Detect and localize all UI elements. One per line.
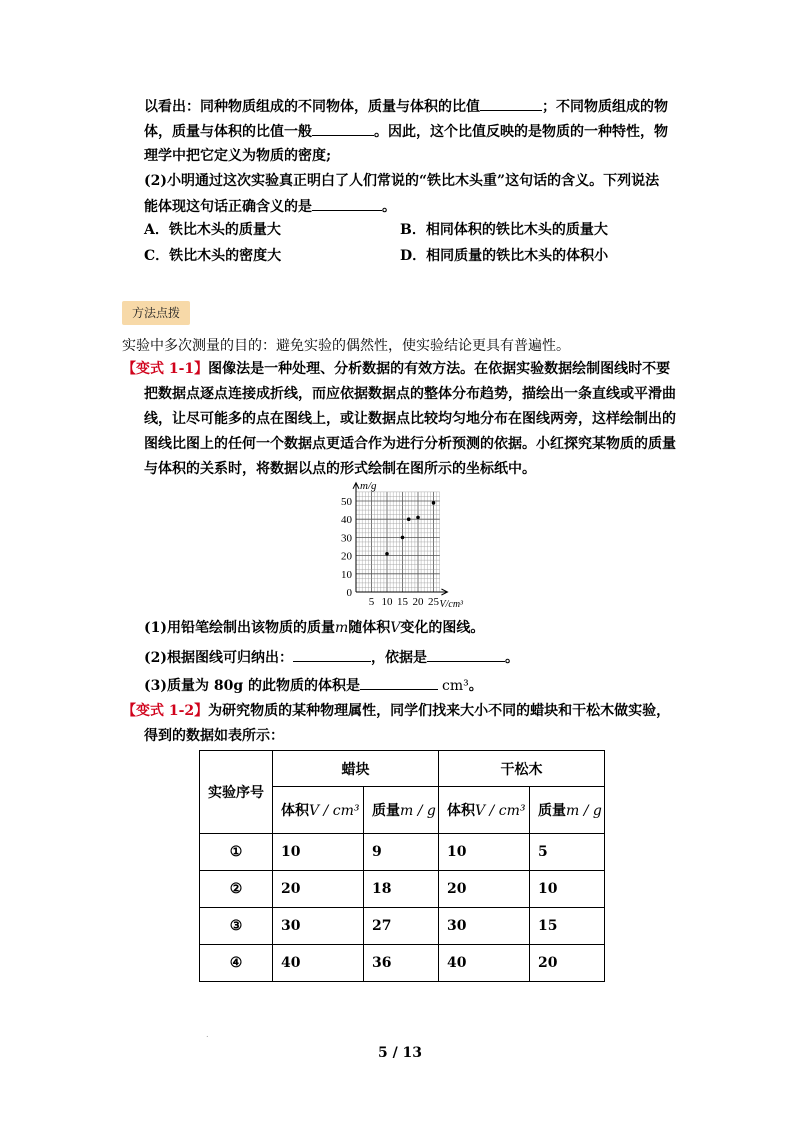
y-tick-label: 30: [341, 532, 352, 545]
header-mass: [530, 787, 605, 834]
table-cell: 36: [364, 945, 439, 982]
m-symbol: m: [335, 620, 349, 636]
y-tick-label: 20: [341, 550, 352, 563]
paragraph-line: [144, 121, 668, 142]
data-point: [401, 536, 405, 540]
paragraph-line: [144, 196, 396, 217]
mass-volume-chart: [330, 478, 490, 608]
question-2: [144, 647, 519, 668]
page-mark: .: [206, 1030, 209, 1039]
y-tick-label: 50: [341, 496, 352, 508]
table-cell: ①: [200, 834, 273, 871]
table-cell: 9: [364, 834, 439, 871]
text: 质量: [538, 803, 566, 819]
text: (2)根据图线可归纳出：: [144, 650, 293, 666]
data-table: [199, 750, 605, 982]
text: 。: [468, 678, 483, 694]
data-point: [407, 517, 411, 521]
variant-1-2-line: [122, 701, 670, 721]
table-cell: ③: [200, 908, 273, 945]
text: 。: [382, 199, 396, 215]
x-tick-label: 20: [412, 596, 424, 608]
text: 。因此，这个比值反映的是物质的一种特性，物: [374, 124, 668, 140]
table-cell: 20: [530, 945, 605, 982]
table-row: [200, 871, 605, 908]
table-cell: 20: [439, 871, 530, 908]
text: 以看出：同种物质组成的不同物体，质量与体积的比值: [144, 99, 480, 115]
option-d[interactable]: D．相同质量的铁比木头的体积小: [400, 248, 609, 264]
variant-tag: 【变式 1-2】: [122, 703, 209, 719]
text: 质量: [372, 803, 400, 819]
table-row: [200, 834, 605, 871]
answer-blank[interactable]: [312, 196, 382, 211]
table-row: [200, 908, 605, 945]
tip-text: 实验中多次测量的目的：避免实验的偶然性，使实验结论更具有普遍性。: [122, 338, 570, 354]
text: 体，质量与体积的比值一般: [144, 124, 312, 140]
header-seq: 实验序号: [200, 751, 273, 834]
table-cell: 18: [364, 871, 439, 908]
option-b[interactable]: B．相同体积的铁比木头的质量大: [400, 222, 608, 238]
unit: m / g: [566, 803, 602, 819]
text: ，依据是: [371, 650, 427, 666]
method-tip-badge: 方法点拨: [122, 301, 190, 325]
table-row: [200, 945, 605, 982]
text: 体积: [281, 803, 309, 819]
header-wax: 蜡块: [273, 751, 439, 787]
question-1: [144, 618, 484, 638]
option-a[interactable]: A．铁比木头的质量大: [144, 222, 281, 238]
option-c[interactable]: C．铁比木头的密度大: [144, 248, 282, 264]
question-3: [144, 675, 483, 696]
table-cell: 40: [273, 945, 364, 982]
text: (3)质量为 80g 的此物质的体积是: [144, 678, 361, 694]
data-point: [432, 501, 436, 505]
text: (1)用铅笔绘制出该物质的质量: [144, 620, 335, 636]
paragraph-line: [144, 96, 668, 117]
text: 图像法是一种处理、分析数据的有效方法。在依据实验数据绘制图线时不要: [208, 361, 671, 377]
table-cell: 5: [530, 834, 605, 871]
table-cell: 30: [273, 908, 364, 945]
table-cell: 30: [439, 908, 530, 945]
paragraph-line: 理学中把它定义为物质的密度;: [144, 148, 332, 164]
x-tick-label: 10: [381, 596, 393, 608]
text: 。: [505, 650, 519, 666]
data-point: [385, 552, 389, 556]
v-symbol: V: [390, 620, 401, 636]
text: ；不同物质组成的物: [542, 99, 668, 115]
paragraph-line: 把数据点逐点连接成折线，而应依据数据点的整体分布趋势，描绘出一条直线或平滑曲: [144, 386, 676, 402]
header-volume: [273, 787, 364, 834]
origin-label: 0: [346, 587, 352, 599]
paragraph-line: 与体积的关系时，将数据以点的形式绘制在图所示的坐标纸中。: [144, 461, 536, 477]
table-cell: ④: [200, 945, 273, 982]
answer-blank[interactable]: [480, 96, 542, 111]
answer-blank[interactable]: [360, 675, 438, 690]
page-number: 5 / 13: [377, 1045, 423, 1061]
x-axis-label: V/cm³: [439, 599, 464, 608]
text: 变化的图线。: [400, 620, 485, 636]
text: 为研究物质的某种物理属性，同学们找来大小不同的蜡块和干松木做实验，: [208, 703, 671, 719]
paragraph-line: 得到的数据如表所示：: [144, 728, 284, 744]
unit: cm³: [442, 678, 469, 694]
table-cell: 20: [273, 871, 364, 908]
x-tick-label: 5: [368, 596, 375, 608]
table-cell: 10: [273, 834, 364, 871]
text: 能体现这句话正确含义的是: [144, 199, 312, 215]
x-tick-label: 15: [397, 596, 408, 608]
paragraph-line: 图线比图上的任何一个数据点更适合作为进行分析预测的依据。小红探究某物质的质量: [144, 436, 676, 452]
y-tick-label: 40: [341, 514, 352, 527]
table-cell: 10: [439, 834, 530, 871]
header-mass: [364, 787, 439, 834]
text: 体积: [447, 803, 475, 819]
answer-blank[interactable]: [427, 647, 505, 662]
variant-1-1-line: [122, 359, 670, 379]
table-cell: 40: [439, 945, 530, 982]
table-cell: ②: [200, 871, 273, 908]
paragraph-line: 线，让尽可能多的点在图线上，或让数据点比较均匀地分布在图线两旁，这样绘制出的: [144, 411, 676, 427]
text: 随体积: [348, 620, 391, 636]
unit: m / g: [400, 803, 436, 819]
variant-tag: 【变式 1-1】: [122, 361, 209, 377]
y-tick-label: 10: [341, 568, 352, 581]
table-cell: 15: [530, 908, 605, 945]
unit: V / cm³: [309, 803, 360, 819]
x-tick-label: 25: [428, 596, 439, 608]
unit: V / cm³: [475, 803, 526, 819]
answer-blank[interactable]: [293, 647, 371, 662]
header-pine: 干松木: [439, 751, 605, 787]
table-cell: 10: [530, 871, 605, 908]
y-axis-label: m/g: [360, 479, 377, 492]
table-cell: 27: [364, 908, 439, 945]
header-volume: [439, 787, 530, 834]
answer-blank[interactable]: [312, 121, 374, 136]
question-2: (2)小明通过这次实验真正明白了人们常说的“铁比木头重”这句话的含义。下列说法: [144, 173, 660, 189]
data-point: [416, 516, 420, 520]
